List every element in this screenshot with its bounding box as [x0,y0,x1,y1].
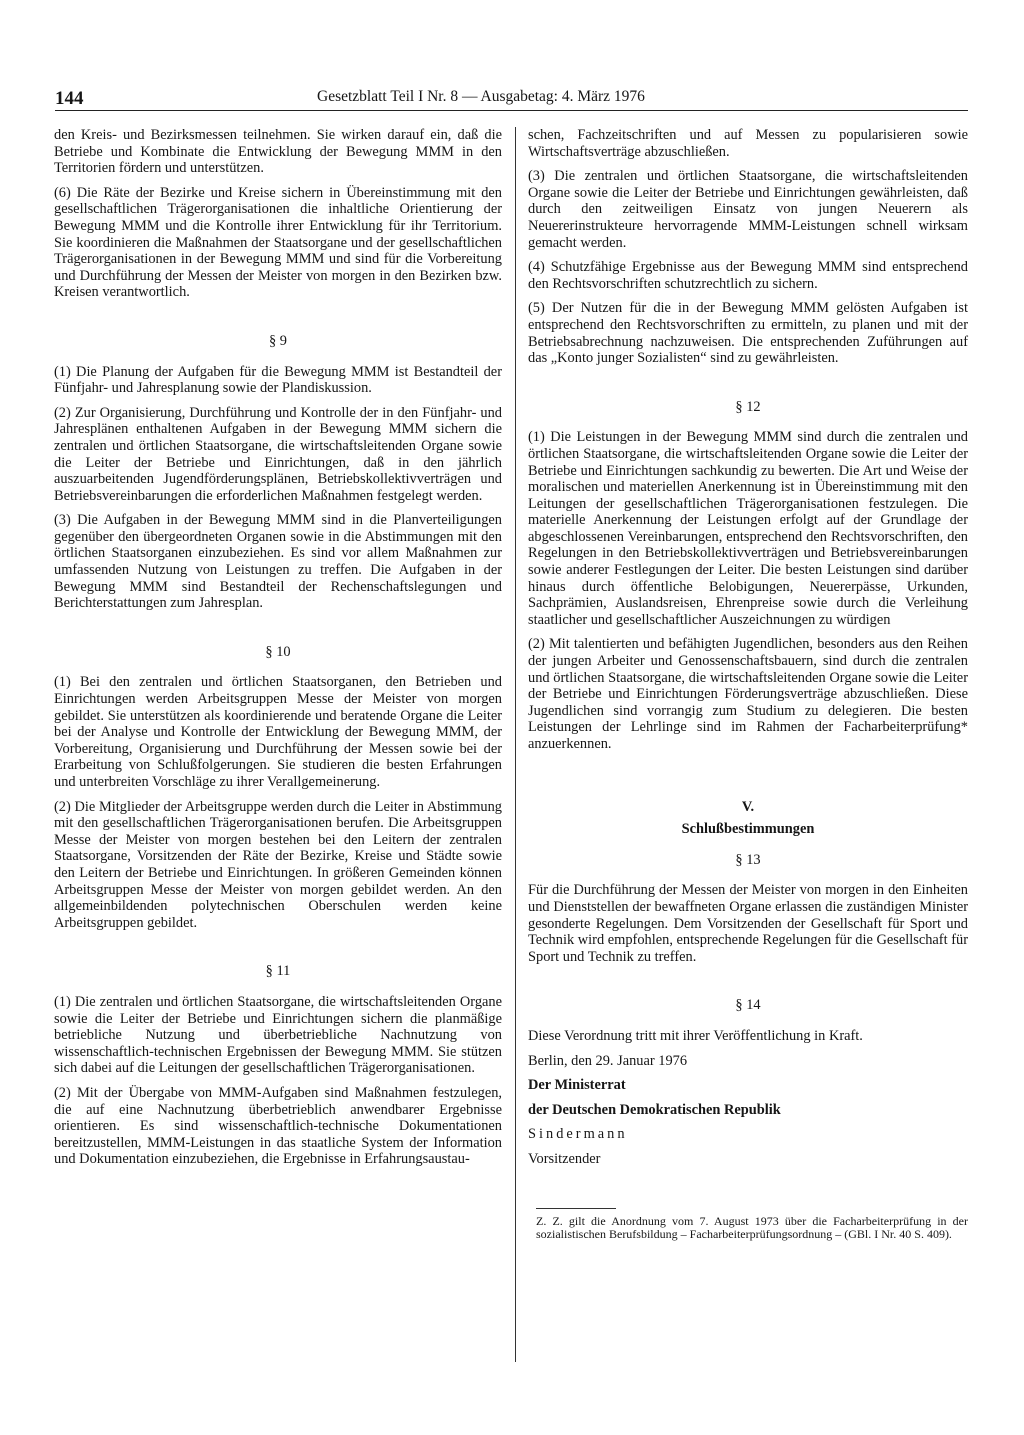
issuing-body-line-1: Der Ministerrat [528,1077,626,1094]
section-10-paragraph-2: (2) Die Mitglieder der Arbeitsgruppe werden durch die Leiter in Abstimmung mit den gesellschaftlichen Trägerorganisationen berufen. Die Arbeitsgruppen Messe der Meister von morgen bestehen bei den Leitern der zentralen Staatsorgane, Vorsitzenden der Räte der Bezirke, Kreise und Städte sowie den Leitern der Betriebe und Einrichtungen. In größeren Gemeinden können Arbeitsgruppen Messe der Meister von morgen gebildet werden. An den allgemeinbildenden polytechnischen Oberschulen werden keine Arbeitsgruppen gebildet. [54,798,502,931]
page-number: 144 [55,88,84,109]
section-11-paragraph-3: (3) Die zentralen und örtlichen Staatsorgane, die wirtschaftsleitenden Organe sowie die Leiter der Betriebe und Einrichtungen gewährleisten, daß durch den zeitweiligen Einsatz von jungen Neuerern als Neuererinstrukteure hervorragende MMM-Leistungen schnell wirksam gemacht werden. [528,168,968,251]
right-column [528,127,968,1242]
section-9-paragraph-3: (3) Die Aufgaben in der Bewegung MMM sind in die Planverteiligungen gegenüber den übergeordneten Organen sowie in die Abstimmungen mit den örtlichen Staatsorganen einzubeziehen. Es sind vor allem Maßnahmen zur umfassenden Nutzung von Leistungen zu treffen. Die Aufgaben in der Bewegung MMM sind Bestandteil der Rechenschaftslegungen und Berichterstattungen zum Jahresplan. [54,512,502,612]
section-9-paragraph-2: (2) Zur Organisierung, Durchführung und Kontrolle der in den Fünfjahr- und Jahresplänen enthaltenen Aufgaben in der Bewegung MMM sichern die zentralen und örtlichen Staatsorgane, die wirtschaftsleitenden Organe sowie die Leiter der Betriebe und Einrichtungen, daß in den jährlich auszuarbeitenden Jugendförderungsplänen, Betriebskollektivverträgen und Betriebsvereinbarungen die erforderlichen Maßnahmen festgelegt werden. [54,404,502,504]
footnote-rule [536,1208,616,1209]
section-14-text: Diese Verordnung tritt mit ihrer Veröffentlichung in Kraft. [528,1027,863,1044]
section-heading-10: § 10 [265,643,291,660]
chapter-number: V. [741,798,755,815]
running-title: Gesetzblatt Teil I Nr. 8 — Ausgabetag: 4. März 1976 [317,88,645,105]
section-heading-14: § 14 [735,997,761,1014]
section-11-paragraph-5: (5) Der Nutzen für die in der Bewegung MMM gelösten Aufgaben ist entsprechend den Rechtsvorschriften zu ermitteln, zu planen und mit der Betriebsabrechnung nachzuweisen. Die entsprechenden Zuführungen auf das „Konto junger Sozialisten“ sind zu gewährleisten. [528,300,968,367]
footnote: Z. Z. gilt die Anordnung vom 7. August 1973 über die Facharbeiterprüfung in der sozialistischen Berufsbildung – Facharbeiterprüfungsordnung – (GBl. I Nr. 40 S. 409). [536,1213,968,1241]
section-12-paragraph-2: (2) Mit talentierten und befähigten Jugendlichen, besonders aus den Reihen der jungen Arbeiter und Genossenschaftsbauern, sind durch die zentralen und örtlichen Staatsorgane, die wirtschaftsleitenden Organe sowie die Leiter der Betriebe und Einrichtungen Förderungsverträge abzuschließen. Diese Jugendlichen sind vorrangig zum Studium zu delegieren. Die besten Leistungen der Lehrlinge sind im Rahmen der Facharbeiterprüfung* anzuerkennen. [528,636,968,752]
section-9-paragraph-1: (1) Die Planung der Aufgaben für die Bewegung MMM ist Bestandteil der Fünfjahr- und Jahresplanung sowie der Plandiskussion. [54,363,502,397]
paragraph-6: (6) Die Räte der Bezirke und Kreise sichern in Übereinstimmung mit den gesellschaftlichen Trägerorganisationen die inhaltliche Orientierung der Bewegung MMM und die Kontrolle ihrer Entwicklung für ihr Territorium. Sie koordinieren die Maßnahmen der Staatsorgane und der gesellschaftlichen Trägerorganisationen in der Bewegung MMM und sind für die Vorbereitung und Durchführung der Messen der Meister von morgen in den Bezirken bzw. Kreisen verantwortlich. [54,184,502,301]
section-heading-12: § 12 [735,398,761,415]
page-header [55,86,968,111]
chapter-title: Schlußbestimmungen [681,821,815,838]
section-heading-13: § 13 [735,851,761,868]
section-13-text: Für die Durchführung der Messen der Meister von morgen in den Einheiten und Dienststellen der bewaffneten Organe erlassen die zuständigen Minister gesonderte Regelungen. Dem Vorsitzenden der Gesellschaft für Sport und Technik wird empfohlen, entsprechende Regelungen für die Gesellschaft für Sport und Technik zu treffen. [528,882,968,965]
section-11-paragraph-1: (1) Die zentralen und örtlichen Staatsorgane, die wirtschaftsleitenden Organe sowie die Leiter der Betriebe und Einrichtungen sichern die planmäßige betriebliche Nutzung und überbetriebliche Nachnutzung von wissenschaftlich-technischen Ergebnissen der Bewegung MMM. Sie stützen sich dabei auf die Leitungen der gesellschaftlichen Trägerorganisationen. [54,993,502,1077]
signature-date: Berlin, den 29. Januar 1976 [528,1052,688,1069]
paragraph-continued: den Kreis- und Bezirksmessen teilnehmen. Sie wirken darauf ein, daß die Betriebe und Kombinate die Entwicklung der Bewegung MMM in den Territorien fördern und unterstützen. [54,127,502,177]
column-divider [515,127,516,1362]
section-11-paragraph-2: (2) Mit der Übergabe von MMM-Aufgaben sind Maßnahmen festzulegen, die auf eine Nachnutzung überbetrieblich anwendbarer Ergebnisse orientieren. Es sind wissenschaftlich-technische Dokumentationen bereitzustellen, MMM-Leistungen in das staatliche System der Information und Dokumentation einzubeziehen, die Ergebnisse in Erfahrungsaustau- [54,1084,502,1168]
signer-name: Sindermann [528,1126,628,1143]
paragraph-continued: schen, Fachzeitschriften und auf Messen zu popularisieren sowie Wirtschaftsverträge abzuschließen. [528,127,968,160]
issuing-body-line-2: der Deutschen Demokratischen Republik [528,1101,781,1118]
section-heading-11: § 11 [265,963,291,980]
section-heading-9: § 9 [269,332,287,349]
left-column [54,127,502,1176]
signer-role: Vorsitzender [528,1150,601,1167]
section-10-paragraph-1: (1) Bei den zentralen und örtlichen Staatsorganen, den Betrieben und Einrichtungen werden Arbeitsgruppen Messe der Meister von morgen gebildet. Sie unterstützen als koordinierende und beratende Organe die Leiter bei der Analyse und Kontrolle der Entwicklung der Bewegung MMM, der Vorbereitung, Organisierung und Durchführung der Messen sowie bei der Erarbeitung von Schlußfolgerungen. Sie studieren die besten Erfahrungen und unterbreiten Vorschläge zu ihrer Verallgemeinerung. [54,674,502,790]
section-11-paragraph-4: (4) Schutzfähige Ergebnisse aus der Bewegung MMM sind entsprechend den Rechtsvorschriften schutzrechtlich zu sichern. [528,259,968,292]
section-12-paragraph-1: (1) Die Leistungen in der Bewegung MMM sind durch die zentralen und örtlichen Staatsorgane, die wirtschaftsleitenden Organe sowie die Leiter der Betriebe und Einrichtungen sachkundig zu bewerten. Die Art und Weise der moralischen und materiellen Anerkennung ist in Übereinstimmung mit den Leitungen der gesellschaftlichen Trägerorganisationen festzulegen. Die materielle Anerkennung der Leistungen erfolgt auf der Grundlage der abgeschlossenen Vereinbarungen, entsprechend den Rechtsvorschriften, den Regelungen in den Betriebskollektivverträgen und Betriebsvereinbarungen sowie anderer Festlegungen der Leiter. Die besten Leistungen sind darüber hinaus durch öffentliche Belobigungen, Neuererpässe, Urkunden, Sachprämien, Auslandsreisen, Ehrenpreise sowie durch die Verleihung staatlicher und gesellschaftlicher Auszeichnungen zu würdigen [528,429,968,628]
